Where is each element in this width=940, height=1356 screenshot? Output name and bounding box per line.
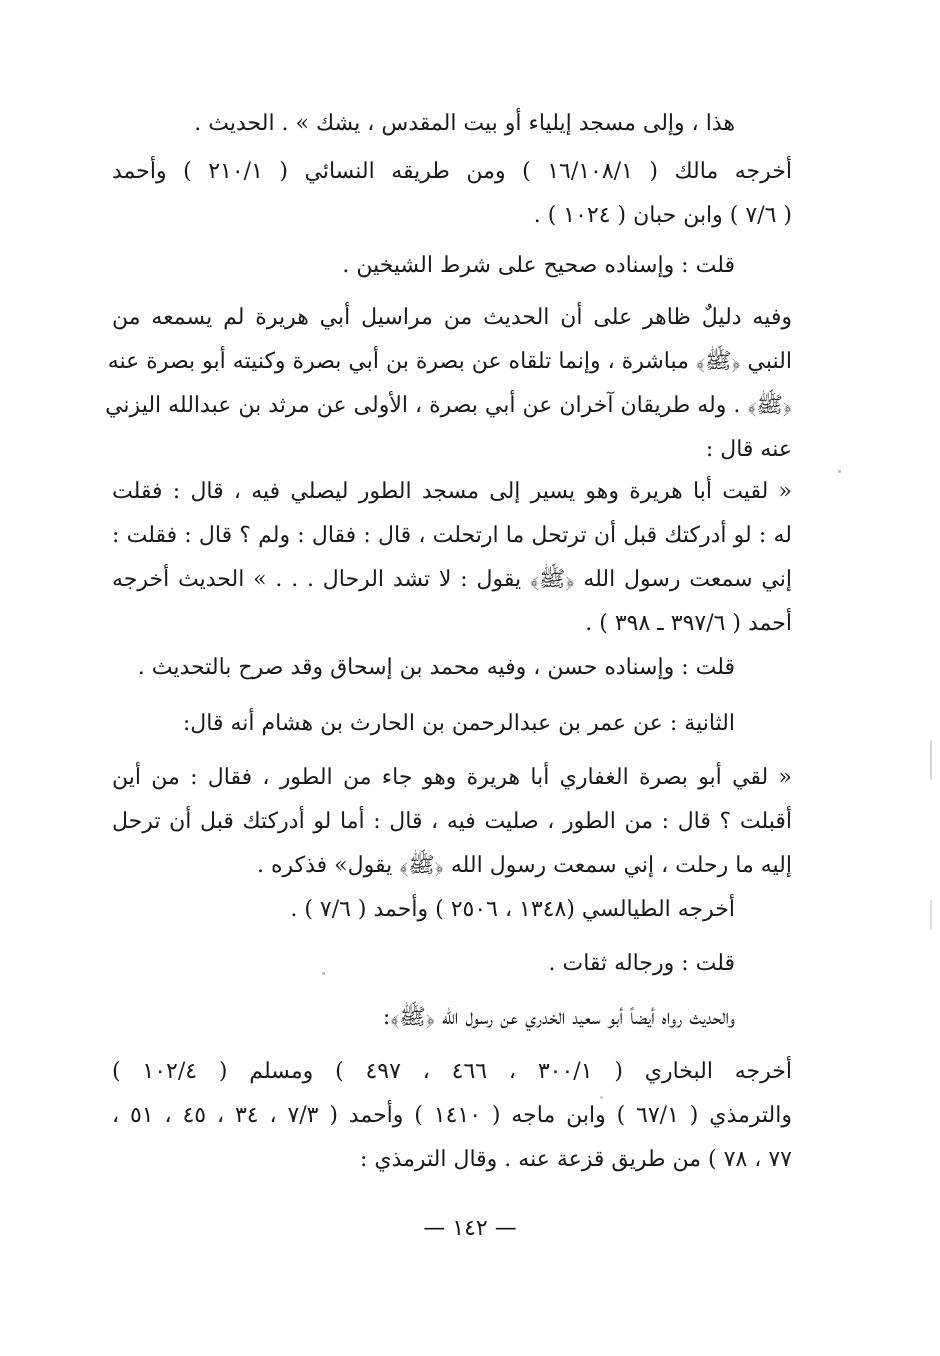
text-line: هذا ، وإلى مسجد إيلياء أو بيت المقدس ، يشك » . الحديث . (194, 111, 735, 136)
scan-speck (600, 1096, 603, 1099)
scan-speck (838, 470, 841, 473)
paragraph-10 (110, 942, 735, 986)
text-line: أخرجه مالك ( ١٦/١٠٨/١ ) ومن طريقه النسائي ( ٢١٠/١ ) وأحمد (112, 159, 792, 184)
text-line: الثانية : عن عمر بن عبدالرحمن بن الحارث بن هشام أنه قال: (182, 711, 735, 736)
text-line: أحمد ( ٣٩٧/٦ ـ ٣٩٨ ) . (585, 611, 792, 636)
scan-speck (322, 972, 325, 975)
paragraph-12 (112, 1050, 792, 1182)
text-line: إليه ما رحلت ، إني سمعت رسول الله ﴿ﷺ﴾ يقول» فذكره . (256, 853, 792, 878)
page-number: — ١٤٢ — (423, 1216, 517, 1241)
text-line: والحديث رواه أيضاً أبو سعيد الخدري عن رسول الله ﴿ﷺ﴾: (382, 1005, 735, 1030)
text-line: ٧٧ ، ٧٨ ) من طريق قزعة عنه . وقال الترمذي : (359, 1147, 792, 1172)
paragraph-1 (110, 102, 735, 146)
paragraph-3 (110, 244, 735, 288)
text-line: ﴿ﷺ﴾ . وله طريقان آخران عن أبي بصرة ، الأولى عن مرثد بن عبدالله اليزني (105, 393, 792, 418)
text-line: والترمذي ( ٦٧/١ ) وابن ماجه ( ١٤١٠ ) وأحمد ( ٧/٣ ، ٣٤ ، ٤٥ ، ٥١ ، (112, 1103, 792, 1128)
paragraph-8 (112, 756, 792, 888)
paragraph-2 (112, 150, 792, 238)
scan-speck (930, 740, 932, 780)
scan-speck (930, 900, 932, 930)
text-line: أخرجه الطيالسي (١٣٤٨ ، ٢٥٠٦ ) وأحمد ( ٧/٦ ) . (290, 897, 735, 922)
text-line: قلت : ورجاله ثقات . (548, 951, 735, 976)
text-line: له : لو أدركتك قبل أن ترتحل ما ارتحلت ، قال : فقال : ولم ؟ قال : فقلت : (112, 523, 792, 548)
paragraph-5 (112, 470, 792, 646)
text-line: قلت : وإسناده حسن ، وفيه محمد بن إسحاق وقد صرح بالتحديث . (137, 655, 735, 680)
text-line: إني سمعت رسول الله ﴿ﷺ﴾ يقول : لا تشد الرحال . . . » الحديث أخرجه (112, 567, 792, 592)
paragraph-11 (110, 996, 735, 1040)
text-line: قلت : وإسناده صحيح على شرط الشيخين . (342, 253, 735, 278)
text-line: ( ٧/٦ ) وابن حبان ( ١٠٢٤ ) . (533, 203, 792, 228)
text-line: وفيه دليلٌ ظاهر على أن الحديث من مراسيل أبي هريرة لم يسمعه من (112, 305, 792, 330)
text-line: « لقي أبو بصرة الغفاري أبا هريرة وهو جاء من الطور ، فقال : من أين (112, 765, 792, 790)
paragraph-4 (105, 296, 792, 472)
text-line: « لقيت أبا هريرة وهو يسير إلى مسجد الطور ليصلي فيه ، قال : فقلت (112, 479, 792, 504)
paragraph-6 (110, 646, 735, 690)
text-line: عنه قال : (705, 437, 792, 462)
paragraph-7 (110, 702, 735, 746)
text-line: النبي ﴿ﷺ﴾ مباشرة ، وإنما تلقاه عن بصرة بن أبي بصرة وكنيته أبو بصرة عنه (107, 349, 792, 374)
text-line: أقبلت ؟ قال : من الطور ، صليت فيه ، قال : أما لو أدركتك قبل أن ترحل (112, 809, 792, 834)
text-line: أخرجه البخاري ( ٣٠٠/١ ، ٤٦٦ ، ٤٩٧ ) ومسلم ( ١٠٢/٤ ) (112, 1059, 792, 1084)
paragraph-9 (110, 888, 735, 932)
